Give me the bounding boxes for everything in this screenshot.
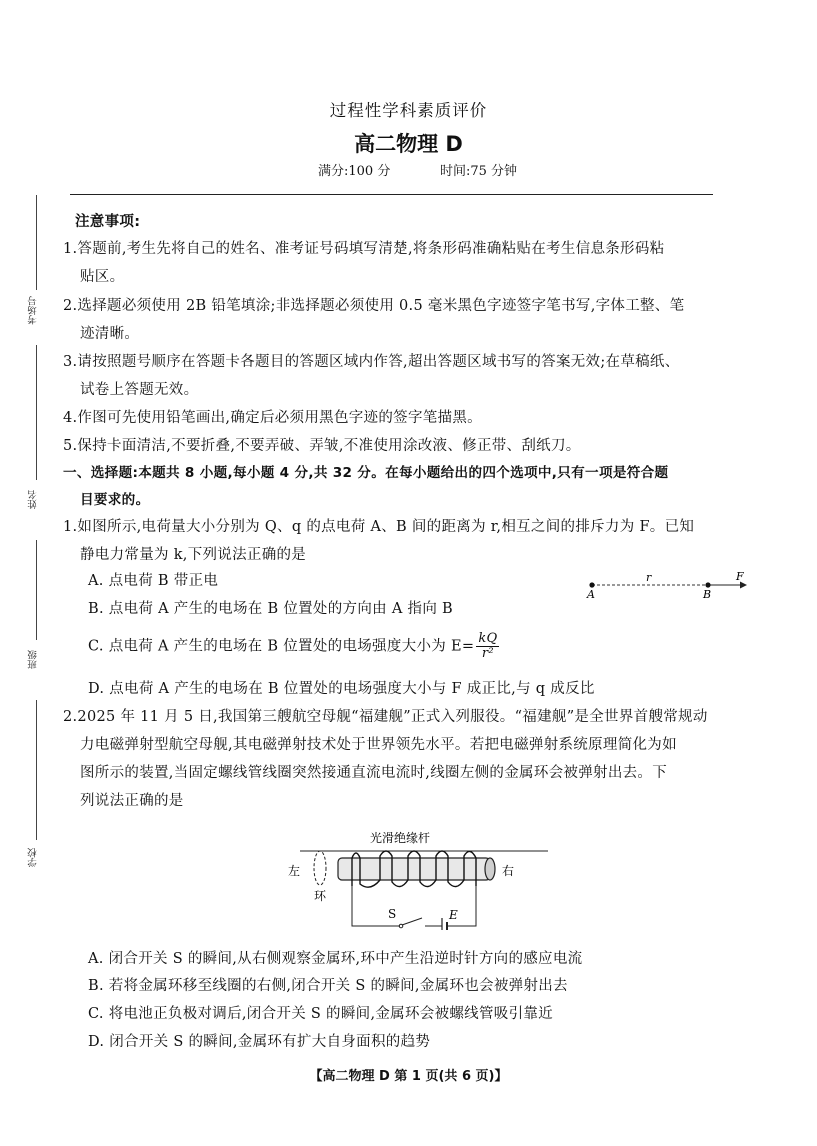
q2-option-b: B. 若将金属环移至线圈的右侧,闭合开关 S 的瞬间,金属环也会被弹射出去	[88, 978, 568, 994]
notice-item-4: 4.作图可先使用铅笔画出,确定后必须用黑色字迹的签字笔描黑。	[63, 410, 482, 426]
notice-item-1-cont: 贴区。	[80, 269, 125, 285]
side-line-4	[36, 700, 37, 840]
section-1-heading-cont: 目要求的。	[80, 492, 150, 508]
q1-formula-den: r²	[481, 646, 494, 661]
notice-title: 注意事项:	[75, 214, 141, 230]
score-info: 满分:100 分	[318, 164, 391, 179]
notice-item-3-cont: 试卷上答题无效。	[80, 382, 199, 398]
q1-formula	[476, 632, 499, 661]
q2-label-ring: 环	[314, 889, 327, 903]
side-label-exam-no: 考场号	[28, 296, 39, 325]
side-label-school: 学校	[28, 848, 39, 867]
side-line-1	[36, 195, 37, 290]
time-info: 时间:75 分钟	[440, 164, 518, 179]
q1-stem-cont: 静电力常量为 k,下列说法正确的是	[80, 547, 307, 563]
q1-figure	[580, 570, 750, 602]
q2-stem-cont-3: 列说法正确的是	[80, 793, 184, 809]
q2-option-c: C. 将电池正负极对调后,闭合开关 S 的瞬间,金属环会被螺线管吸引靠近	[88, 1006, 553, 1022]
q2-stem: 2.2025 年 11 月 5 日,我国第三艘航空母舰“福建舰”正式入列服役。“福建舰”是全世界首艘常规动	[63, 709, 708, 725]
header-divider	[70, 194, 713, 195]
notice-item-2-cont: 迹清晰。	[80, 326, 140, 342]
q2-stem-cont-2: 图所示的装置,当固定螺线管线圈突然接通直流电流时,线圈左侧的金属环会被弹射出去。下	[80, 765, 668, 781]
q1-stem: 1.如图所示,电荷量大小分别为 Q、q 的点电荷 A、B 间的距离为 r,相互之间的排斥力为 F。已知	[63, 519, 695, 535]
q1-option-a: A. 点电荷 B 带正电	[88, 573, 219, 589]
side-line-2	[36, 345, 37, 480]
q2-label-left: 左	[288, 864, 301, 878]
q1-label-r: r	[646, 571, 652, 584]
q1-label-a: A	[587, 588, 595, 601]
side-line-3	[36, 540, 37, 640]
q1-option-c	[88, 632, 499, 661]
q2-label-battery: E	[449, 908, 458, 922]
page-footer: 【高二物理 D 第 1 页(共 6 页)】	[309, 1069, 508, 1084]
q2-option-a: A. 闭合开关 S 的瞬间,从右侧观察金属环,环中产生沿逆时针方向的感应电流	[88, 951, 583, 967]
q1-charge-b	[705, 582, 710, 587]
q2-label-right: 右	[502, 864, 515, 878]
q1-option-d: D. 点电荷 A 产生的电场在 B 位置处的电场强度大小与 F 成正比,与 q 成反比	[88, 681, 595, 697]
q2-metal-ring	[314, 851, 326, 885]
q2-option-d: D. 闭合开关 S 的瞬间,金属环有扩大自身面积的趋势	[88, 1034, 431, 1050]
q2-figure	[280, 828, 550, 930]
q1-formula-num: kQ	[478, 631, 498, 646]
q2-solenoid-end	[485, 858, 495, 880]
q1-charge-a	[589, 582, 594, 587]
side-label-name: 姓名	[28, 490, 39, 509]
side-label-class: 班级	[28, 650, 39, 669]
q1-option-c-text: C. 点电荷 A 产生的电场在 B 位置处的电场强度大小为 E=	[88, 638, 475, 655]
q1-option-b: B. 点电荷 A 产生的电场在 B 位置处的方向由 A 指向 B	[88, 601, 453, 617]
q2-solenoid-core	[338, 858, 490, 880]
q2-switch-lever	[402, 918, 422, 925]
notice-item-5: 5.保持卡面清洁,不要折叠,不要弄破、弄皱,不准使用涂改液、修正带、刮纸刀。	[63, 438, 581, 454]
q2-label-switch: S	[388, 907, 397, 921]
section-1-heading: 一、选择题:本题共 8 小题,每小题 4 分,共 32 分。在每小题给出的四个选项中,只有一项是符合题	[63, 465, 669, 481]
notice-item-3: 3.请按照题号顺序在答题卡各题目的答题区域内作答,超出答题区域书写的答案无效;在草稿纸、	[63, 354, 680, 370]
notice-item-1: 1.答题前,考生先将自己的姓名、准考证号码填写清楚,将条形码准确粘贴在考生信息条形码粘	[63, 241, 665, 257]
exam-title: 高二物理 D	[354, 132, 463, 156]
q1-label-f: F	[736, 570, 744, 583]
q2-stem-cont-1: 力电磁弹射型航空母舰,其电磁弹射技术处于世界领先水平。若把电磁弹射系统原理简化为如	[80, 737, 677, 753]
q1-label-b: B	[703, 588, 712, 601]
q2-label-rod: 光滑绝缘杆	[370, 831, 431, 845]
notice-item-2: 2.选择题必须使用 2B 铅笔填涂;非选择题必须使用 0.5 毫米黑色字迹签字笔书写,字体工整、笔	[63, 298, 685, 314]
exam-subtitle: 过程性学科素质评价	[329, 101, 488, 120]
